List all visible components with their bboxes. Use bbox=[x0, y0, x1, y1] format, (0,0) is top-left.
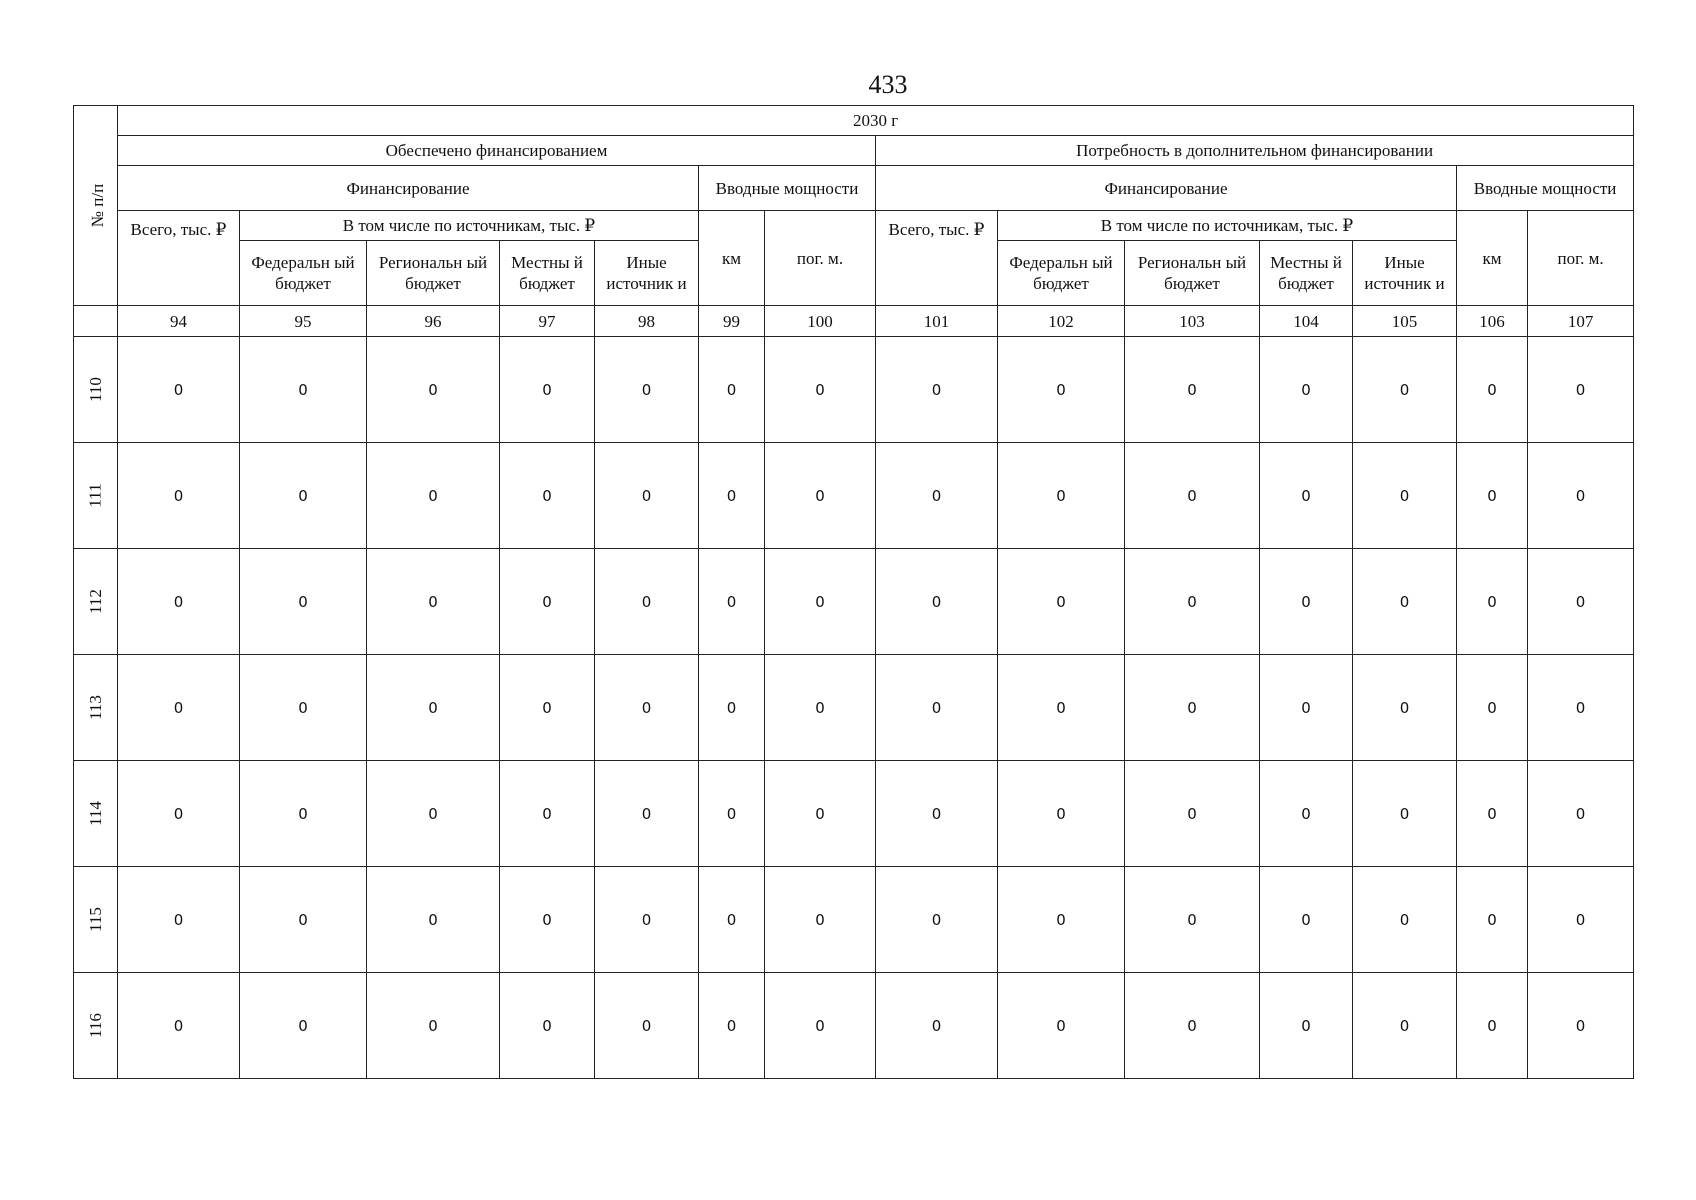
regional-header-need: Региональн ый бюджет bbox=[1125, 241, 1260, 306]
cell-value: 0 bbox=[298, 910, 308, 929]
value-cell bbox=[500, 549, 595, 655]
column-number: 102 bbox=[998, 306, 1125, 337]
cell-value: 0 bbox=[931, 804, 942, 823]
value-cell bbox=[1528, 867, 1634, 973]
value-cell bbox=[765, 337, 876, 443]
value-cell bbox=[367, 655, 500, 761]
cell-value: 0 bbox=[815, 804, 825, 823]
cell-value: 0 bbox=[1487, 910, 1497, 929]
value-cell bbox=[1125, 867, 1260, 973]
cell-value: 0 bbox=[1575, 1016, 1586, 1035]
cell-value: 0 bbox=[1575, 380, 1586, 399]
column-number: 107 bbox=[1528, 306, 1634, 337]
cell-value: 0 bbox=[1575, 910, 1586, 929]
value-cell bbox=[699, 337, 765, 443]
value-cell bbox=[1260, 761, 1353, 867]
year-header: 2030 г bbox=[118, 106, 1634, 136]
value-cell bbox=[595, 655, 699, 761]
value-cell bbox=[998, 973, 1125, 1079]
cell-value: 0 bbox=[173, 486, 184, 505]
value-cell bbox=[765, 655, 876, 761]
cell-value: 0 bbox=[1301, 486, 1311, 505]
value-cell bbox=[595, 761, 699, 867]
value-cell bbox=[765, 443, 876, 549]
value-cell bbox=[1260, 973, 1353, 1079]
value-cell bbox=[765, 761, 876, 867]
value-cell bbox=[1125, 443, 1260, 549]
value-cell bbox=[699, 973, 765, 1079]
value-cell bbox=[500, 443, 595, 549]
cell-value: 0 bbox=[1487, 804, 1497, 823]
cell-value: 0 bbox=[1487, 592, 1497, 611]
cell-value: 0 bbox=[1399, 698, 1410, 717]
row-number: 114 bbox=[86, 801, 105, 826]
cell-value: 0 bbox=[1399, 592, 1410, 611]
cell-value: 0 bbox=[931, 592, 942, 611]
financing-table bbox=[73, 105, 1634, 1079]
column-number-blank bbox=[74, 306, 118, 337]
value-cell bbox=[1125, 337, 1260, 443]
capacity-header-need: Вводные мощности bbox=[1457, 166, 1634, 211]
cell-value: 0 bbox=[641, 804, 652, 823]
value-cell bbox=[699, 655, 765, 761]
value-cell bbox=[699, 443, 765, 549]
value-cell bbox=[1125, 655, 1260, 761]
cell-value: 0 bbox=[726, 592, 737, 611]
group-need-header: Потребность в дополнительном финансировании bbox=[876, 136, 1634, 166]
value-cell bbox=[876, 443, 998, 549]
cell-value: 0 bbox=[1301, 380, 1311, 399]
row-number: 112 bbox=[86, 589, 105, 614]
value-cell bbox=[118, 761, 240, 867]
cell-value: 0 bbox=[428, 1016, 438, 1035]
cell-value: 0 bbox=[428, 592, 438, 611]
column-number: 100 bbox=[765, 306, 876, 337]
cell-value: 0 bbox=[1399, 1016, 1410, 1035]
cell-value: 0 bbox=[173, 1016, 184, 1035]
column-number: 97 bbox=[500, 306, 595, 337]
value-cell bbox=[1528, 337, 1634, 443]
value-cell bbox=[500, 761, 595, 867]
cell-value: 0 bbox=[1575, 592, 1586, 611]
cell-value: 0 bbox=[641, 1016, 652, 1035]
value-cell bbox=[595, 443, 699, 549]
local-header-need: Местны й бюджет bbox=[1260, 241, 1353, 306]
cell-value: 0 bbox=[1399, 804, 1410, 823]
cell-value: 0 bbox=[931, 1016, 942, 1035]
page-number: 433 bbox=[868, 70, 908, 99]
value-cell bbox=[240, 337, 367, 443]
cell-value: 0 bbox=[1301, 592, 1311, 611]
value-cell bbox=[1260, 655, 1353, 761]
cell-value: 0 bbox=[815, 910, 825, 929]
cell-value: 0 bbox=[428, 486, 438, 505]
row-number: 111 bbox=[86, 483, 105, 508]
table-row bbox=[74, 655, 1634, 761]
cell-value: 0 bbox=[726, 698, 737, 717]
cell-value: 0 bbox=[1301, 804, 1311, 823]
column-number: 98 bbox=[595, 306, 699, 337]
cell-value: 0 bbox=[1487, 380, 1497, 399]
cell-value: 0 bbox=[1187, 380, 1197, 399]
value-cell bbox=[367, 973, 500, 1079]
value-cell bbox=[1457, 337, 1528, 443]
cell-value: 0 bbox=[542, 1016, 552, 1035]
value-cell bbox=[876, 549, 998, 655]
value-cell bbox=[118, 443, 240, 549]
row-number-header: № п/п bbox=[74, 106, 118, 306]
value-cell bbox=[699, 867, 765, 973]
value-cell bbox=[1353, 867, 1457, 973]
table-row bbox=[74, 337, 1634, 443]
cell-value: 0 bbox=[298, 1016, 308, 1035]
value-cell bbox=[1457, 549, 1528, 655]
cell-value: 0 bbox=[428, 698, 438, 717]
value-cell bbox=[367, 867, 500, 973]
value-cell bbox=[240, 867, 367, 973]
cell-value: 0 bbox=[1187, 804, 1197, 823]
value-cell bbox=[699, 549, 765, 655]
running-m-header-need: пог. м. bbox=[1528, 211, 1634, 306]
column-number: 94 bbox=[118, 306, 240, 337]
capacity-header-provided: Вводные мощности bbox=[699, 166, 876, 211]
value-cell bbox=[1260, 443, 1353, 549]
cell-value: 0 bbox=[1487, 1016, 1497, 1035]
cell-value: 0 bbox=[428, 910, 438, 929]
cell-value: 0 bbox=[1301, 698, 1311, 717]
value-cell bbox=[500, 655, 595, 761]
value-cell bbox=[1260, 867, 1353, 973]
cell-value: 0 bbox=[1399, 910, 1410, 929]
cell-value: 0 bbox=[298, 380, 308, 399]
cell-value: 0 bbox=[542, 486, 552, 505]
cell-value: 0 bbox=[1575, 486, 1586, 505]
row-number-cell bbox=[74, 655, 118, 761]
other-header-need: Иные источник и bbox=[1353, 241, 1457, 306]
value-cell bbox=[240, 443, 367, 549]
row-number-cell bbox=[74, 443, 118, 549]
value-cell bbox=[1528, 443, 1634, 549]
value-cell bbox=[1353, 655, 1457, 761]
group-provided-header: Обеспечено финансированием bbox=[118, 136, 876, 166]
cell-value: 0 bbox=[726, 380, 737, 399]
cell-value: 0 bbox=[542, 804, 552, 823]
cell-value: 0 bbox=[815, 1016, 825, 1035]
value-cell bbox=[1457, 443, 1528, 549]
cell-value: 0 bbox=[542, 910, 552, 929]
value-cell bbox=[1457, 867, 1528, 973]
value-cell bbox=[595, 549, 699, 655]
value-cell bbox=[1260, 337, 1353, 443]
value-cell bbox=[765, 973, 876, 1079]
cell-value: 0 bbox=[815, 486, 825, 505]
value-cell bbox=[367, 337, 500, 443]
cell-value: 0 bbox=[1187, 486, 1197, 505]
row-number: 113 bbox=[86, 695, 105, 720]
cell-value: 0 bbox=[298, 486, 308, 505]
row-number-cell bbox=[74, 867, 118, 973]
financing-header-need: Финансирование bbox=[876, 166, 1457, 211]
value-cell bbox=[998, 655, 1125, 761]
value-cell bbox=[240, 549, 367, 655]
table-row bbox=[74, 761, 1634, 867]
value-cell bbox=[500, 973, 595, 1079]
cell-value: 0 bbox=[1056, 592, 1066, 611]
cell-value: 0 bbox=[1487, 698, 1497, 717]
value-cell bbox=[1457, 761, 1528, 867]
cell-value: 0 bbox=[542, 380, 552, 399]
value-cell bbox=[118, 973, 240, 1079]
cell-value: 0 bbox=[1187, 592, 1197, 611]
federal-header-provided: Федеральн ый бюджет bbox=[240, 241, 367, 306]
value-cell bbox=[1353, 973, 1457, 1079]
table-body bbox=[74, 337, 1634, 1079]
row-number-cell bbox=[74, 761, 118, 867]
column-number: 103 bbox=[1125, 306, 1260, 337]
cell-value: 0 bbox=[641, 380, 652, 399]
value-cell bbox=[998, 761, 1125, 867]
km-header-provided: км bbox=[699, 211, 765, 306]
value-cell bbox=[595, 973, 699, 1079]
column-number: 96 bbox=[367, 306, 500, 337]
value-cell bbox=[1528, 655, 1634, 761]
regional-header-provided: Региональн ый бюджет bbox=[367, 241, 500, 306]
cell-value: 0 bbox=[542, 592, 552, 611]
value-cell bbox=[876, 973, 998, 1079]
value-cell bbox=[1528, 549, 1634, 655]
cell-value: 0 bbox=[1187, 1016, 1197, 1035]
value-cell bbox=[500, 337, 595, 443]
row-number-cell bbox=[74, 549, 118, 655]
cell-value: 0 bbox=[1187, 910, 1197, 929]
value-cell bbox=[1353, 549, 1457, 655]
value-cell bbox=[118, 655, 240, 761]
cell-value: 0 bbox=[726, 1016, 737, 1035]
cell-value: 0 bbox=[298, 698, 308, 717]
cell-value: 0 bbox=[298, 804, 308, 823]
cell-value: 0 bbox=[815, 698, 825, 717]
table-row bbox=[74, 867, 1634, 973]
value-cell bbox=[699, 761, 765, 867]
cell-value: 0 bbox=[428, 804, 438, 823]
cell-value: 0 bbox=[815, 592, 825, 611]
total-header-provided: Всего, тыс. ₽ bbox=[118, 211, 240, 306]
cell-value: 0 bbox=[931, 698, 942, 717]
column-number: 105 bbox=[1353, 306, 1457, 337]
cell-value: 0 bbox=[726, 804, 737, 823]
federal-header-need: Федеральн ый бюджет bbox=[998, 241, 1125, 306]
row-number: 110 bbox=[86, 377, 105, 402]
value-cell bbox=[1353, 443, 1457, 549]
table-row bbox=[74, 973, 1634, 1079]
value-cell bbox=[765, 867, 876, 973]
value-cell bbox=[1260, 549, 1353, 655]
value-cell bbox=[595, 867, 699, 973]
cell-value: 0 bbox=[1399, 380, 1410, 399]
cell-value: 0 bbox=[641, 698, 652, 717]
value-cell bbox=[240, 655, 367, 761]
column-number: 101 bbox=[876, 306, 998, 337]
value-cell bbox=[998, 549, 1125, 655]
table-row bbox=[74, 443, 1634, 549]
value-cell bbox=[595, 337, 699, 443]
cell-value: 0 bbox=[815, 380, 825, 399]
sources-header-provided: В том числе по источникам, тыс. ₽ bbox=[240, 211, 699, 241]
row-number-cell bbox=[74, 973, 118, 1079]
cell-value: 0 bbox=[173, 592, 184, 611]
running-m-header-provided: пог. м. bbox=[765, 211, 876, 306]
cell-value: 0 bbox=[1056, 698, 1066, 717]
column-number: 99 bbox=[699, 306, 765, 337]
table-row bbox=[74, 549, 1634, 655]
value-cell bbox=[1353, 337, 1457, 443]
cell-value: 0 bbox=[298, 592, 308, 611]
cell-value: 0 bbox=[1187, 698, 1197, 717]
row-number: 115 bbox=[86, 907, 105, 932]
cell-value: 0 bbox=[641, 592, 652, 611]
value-cell bbox=[367, 549, 500, 655]
value-cell bbox=[1353, 761, 1457, 867]
value-cell bbox=[118, 549, 240, 655]
cell-value: 0 bbox=[726, 486, 737, 505]
cell-value: 0 bbox=[1399, 486, 1410, 505]
value-cell bbox=[240, 761, 367, 867]
cell-value: 0 bbox=[173, 804, 184, 823]
column-number: 95 bbox=[240, 306, 367, 337]
cell-value: 0 bbox=[1056, 486, 1066, 505]
cell-value: 0 bbox=[173, 380, 184, 399]
cell-value: 0 bbox=[1301, 1016, 1311, 1035]
cell-value: 0 bbox=[931, 910, 942, 929]
column-number-row bbox=[74, 306, 1634, 337]
cell-value: 0 bbox=[1487, 486, 1497, 505]
cell-value: 0 bbox=[1301, 910, 1311, 929]
value-cell bbox=[1528, 973, 1634, 1079]
value-cell bbox=[118, 337, 240, 443]
value-cell bbox=[1457, 973, 1528, 1079]
value-cell bbox=[1125, 761, 1260, 867]
cell-value: 0 bbox=[1056, 1016, 1066, 1035]
value-cell bbox=[118, 867, 240, 973]
local-header-provided: Местны й бюджет bbox=[500, 241, 595, 306]
cell-value: 0 bbox=[1056, 380, 1066, 399]
cell-value: 0 bbox=[726, 910, 737, 929]
cell-value: 0 bbox=[542, 698, 552, 717]
financing-header-provided: Финансирование bbox=[118, 166, 699, 211]
value-cell bbox=[500, 867, 595, 973]
sources-header-need: В том числе по источникам, тыс. ₽ bbox=[998, 211, 1457, 241]
value-cell bbox=[240, 973, 367, 1079]
value-cell bbox=[1457, 655, 1528, 761]
value-cell bbox=[1125, 973, 1260, 1079]
value-cell bbox=[876, 761, 998, 867]
cell-value: 0 bbox=[1056, 910, 1066, 929]
value-cell bbox=[876, 337, 998, 443]
cell-value: 0 bbox=[931, 486, 942, 505]
cell-value: 0 bbox=[1575, 698, 1586, 717]
value-cell bbox=[367, 761, 500, 867]
cell-value: 0 bbox=[931, 380, 942, 399]
value-cell bbox=[1528, 761, 1634, 867]
cell-value: 0 bbox=[641, 910, 652, 929]
value-cell bbox=[876, 867, 998, 973]
row-number-cell bbox=[74, 337, 118, 443]
cell-value: 0 bbox=[641, 486, 652, 505]
total-header-need: Всего, тыс. ₽ bbox=[876, 211, 998, 306]
value-cell bbox=[367, 443, 500, 549]
cell-value: 0 bbox=[173, 698, 184, 717]
other-header-provided: Иные источник и bbox=[595, 241, 699, 306]
km-header-need: км bbox=[1457, 211, 1528, 306]
value-cell bbox=[998, 337, 1125, 443]
value-cell bbox=[765, 549, 876, 655]
cell-value: 0 bbox=[428, 380, 438, 399]
value-cell bbox=[998, 443, 1125, 549]
cell-value: 0 bbox=[173, 910, 184, 929]
column-number: 104 bbox=[1260, 306, 1353, 337]
column-number: 106 bbox=[1457, 306, 1528, 337]
row-number: 116 bbox=[86, 1013, 105, 1038]
value-cell bbox=[998, 867, 1125, 973]
value-cell bbox=[876, 655, 998, 761]
value-cell bbox=[1125, 549, 1260, 655]
cell-value: 0 bbox=[1056, 804, 1066, 823]
cell-value: 0 bbox=[1575, 804, 1586, 823]
